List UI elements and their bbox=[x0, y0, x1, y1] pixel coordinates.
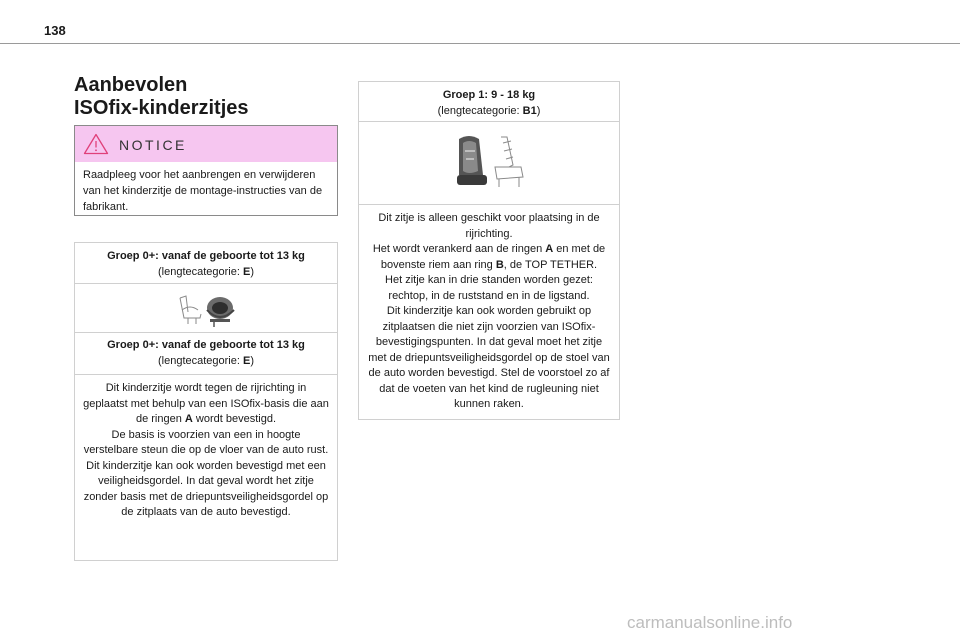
notice-label: NOTICE bbox=[119, 137, 187, 153]
header-divider bbox=[0, 43, 960, 44]
group1-paragraph-4: Dit kinderzitje kan ook worden gebruikt op zitplaatsen die niet zijn voorzien van ISOfix-bevestigingspunten. In dat geval moet het zitje met de driepuntsveiligheidsgordel op de stoel van de auto worden bevestigd. Stel de voorstoel zo af dat de voeten van het kind de rugleuning niet kunnen raken. bbox=[368, 305, 610, 410]
page-title-line2: ISOfix-kinderzitjes bbox=[74, 97, 249, 119]
group0-paragraph-2: De basis is voorzien van een in hoogte verstelbare steun die op de vloer van de auto rust. bbox=[83, 428, 329, 456]
group1-header bbox=[359, 82, 619, 122]
notice-box bbox=[74, 125, 338, 216]
group0-paragraph-1: Dit kinderzitje wordt tegen de rijrichting in geplaatst met behulp van een ISOfix-basis die aan de ringen A wordt bevestigd. bbox=[83, 382, 329, 425]
notice-header bbox=[75, 126, 337, 162]
group0-description bbox=[75, 375, 337, 527]
group0-subheader-category: (lengtecategorie: E) bbox=[157, 354, 254, 367]
group0-header bbox=[75, 243, 337, 284]
page-title-line1: Aanbevolen bbox=[74, 74, 188, 96]
page-title bbox=[74, 74, 249, 120]
notice-text: Raadpleeg voor het aanbrengen en verwijderen van het kinderzitje de montage-instructies van de fabrikant. bbox=[83, 169, 323, 213]
group1-description bbox=[359, 205, 619, 419]
group1-paragraph-2: Het wordt verankerd aan de ringen A en met de bovenste riem aan ring B, de TOP TETHER. bbox=[372, 243, 606, 271]
group1-header-category: (lengtecategorie: B1) bbox=[437, 104, 541, 117]
watermark: carmanualsonline.info bbox=[627, 613, 793, 632]
group1-paragraph-1: Dit zitje is alleen geschikt voor plaatsing in de rijrichting. bbox=[378, 212, 600, 240]
group1-paragraph-3: Het zitje kan in drie standen worden gezet: rechtop, in de ruststand en in de ligstand. bbox=[385, 274, 593, 302]
group0-table bbox=[74, 242, 338, 561]
group0-paragraph-3: Dit kinderzitje kan ook worden bevestigd met een veiligheidsgordel. In dat geval wordt het zitje zonder basis met de driepuntsveiligheidsgordel op de zitplaats van de auto bevestigd. bbox=[83, 459, 329, 518]
group0-subheader-title: Groep 0+: vanaf de geboorte tot 13 kg bbox=[107, 339, 305, 351]
infant-seat-with-isofix-base-image bbox=[75, 284, 337, 333]
group0-header-category: (lengtecategorie: E) bbox=[157, 265, 254, 278]
page-number: 138 bbox=[44, 23, 66, 38]
group1-header-title: Groep 1: 9 - 18 kg bbox=[442, 89, 536, 101]
group0-header-title: Groep 0+: vanaf de geboorte tot 13 kg bbox=[107, 250, 305, 262]
warning-triangle-icon bbox=[83, 133, 109, 160]
group1-table bbox=[358, 81, 620, 420]
child-seat-forward-facing-image bbox=[359, 122, 619, 205]
group0-subheader bbox=[75, 333, 337, 375]
